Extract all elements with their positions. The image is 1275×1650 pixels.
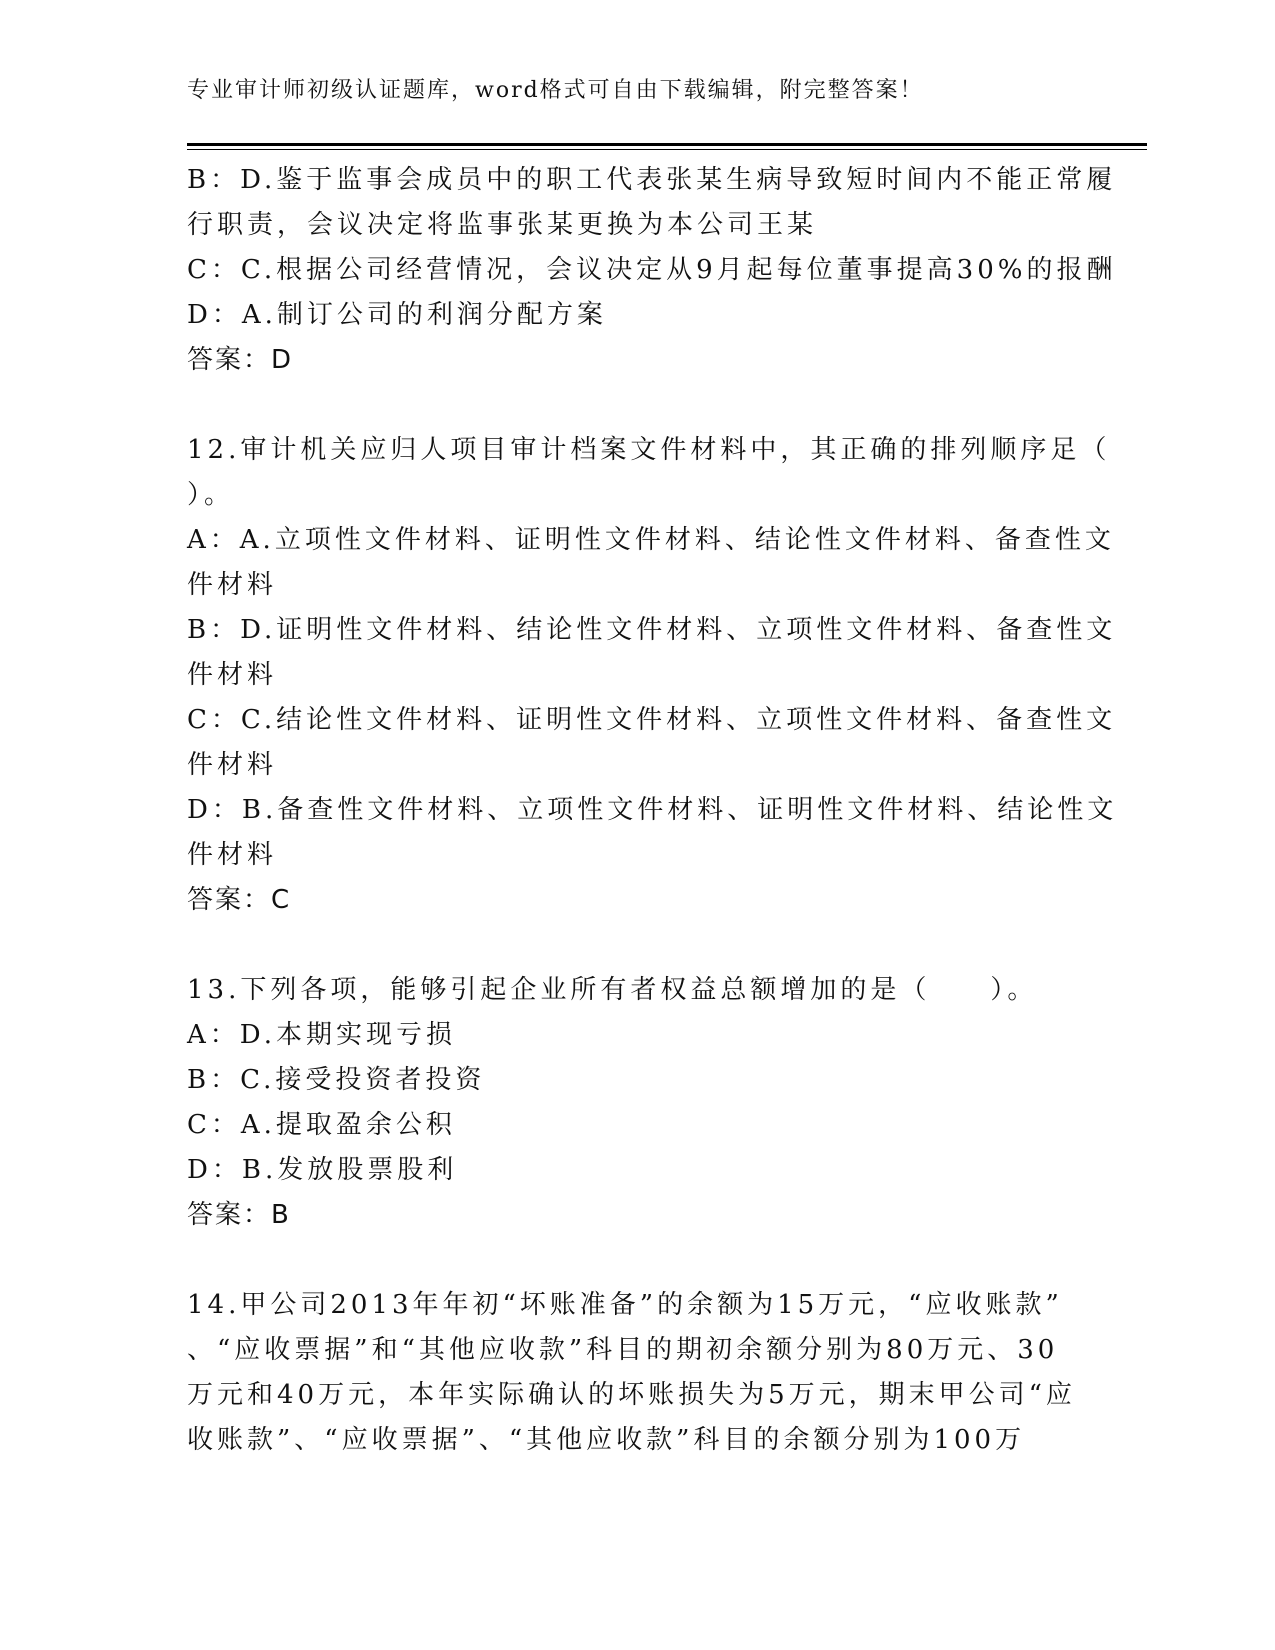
answer-line: 答案：B: [187, 1200, 291, 1230]
question-text-continued: 万元和40万元，本年实际确认的坏账损失为5万元，期末甲公司“应: [187, 1380, 1076, 1410]
question-text: 14.甲公司2013年年初“坏账准备”的余额为15万元，“应收账款”: [187, 1290, 1063, 1320]
question-13-block: [187, 968, 1067, 1238]
option-b: B：D.证明性文件材料、结论性文件材料、立项性文件材料、备查性文: [187, 615, 1117, 645]
question-14-block: [187, 1283, 1076, 1463]
answer-line: 答案：D: [187, 345, 294, 375]
page-header: 专业审计师初级认证题库，word格式可自由下载编辑，附完整答案！: [187, 78, 924, 103]
option-c: C：A.提取盈余公积: [187, 1110, 456, 1140]
question-text: 13.下列各项，能够引起企业所有者权益总额增加的是（ ）。: [187, 975, 1038, 1005]
document-body: [187, 158, 1118, 1463]
option-b: B：D.鉴于监事会成员中的职工代表张某生病导致短时间内不能正常履: [187, 165, 1117, 195]
spacer: [187, 1238, 1067, 1283]
option-d: D：B.发放股票股利: [187, 1155, 458, 1185]
option-c-continued: 件材料: [187, 750, 278, 780]
option-a-continued: 件材料: [187, 570, 278, 600]
question-text-continued: 收账款”、“应收票据”、“其他应收款”科目的余额分别为100万: [187, 1425, 1026, 1455]
option-d-continued: 件材料: [187, 840, 278, 870]
option-d: D：A.制订公司的利润分配方案: [187, 300, 607, 330]
option-c: C：C.结论性文件材料、证明性文件材料、立项性文件材料、备查性文: [187, 705, 1117, 735]
question-text-continued: 、“应收票据”和“其他应收款”科目的期初余额分别为80万元、30: [187, 1335, 1059, 1365]
question-11-block: [187, 158, 1117, 383]
question-text-continued: ）。: [187, 480, 235, 510]
header-rule-thick: [187, 143, 1147, 146]
question-text: 12.审计机关应归人项目审计档案文件材料中，其正确的排列顺序足（: [187, 435, 1111, 465]
option-a: A：A.立项性文件材料、证明性文件材料、结论性文件材料、备查性文: [187, 525, 1115, 555]
header-rule-thin: [187, 149, 1147, 150]
option-d: D：B.备查性文件材料、立项性文件材料、证明性文件材料、结论性文: [187, 795, 1118, 825]
answer-line: 答案：C: [187, 885, 292, 915]
question-12-block: [187, 428, 1118, 923]
option-c: C：C.根据公司经营情况，会议决定从9月起每位董事提高30%的报酬: [187, 255, 1117, 285]
spacer: [187, 383, 1067, 428]
option-b-continued: 件材料: [187, 660, 278, 690]
option-b: B：C.接受投资者投资: [187, 1065, 486, 1095]
spacer: [187, 923, 1067, 968]
option-a: A：D.本期实现亏损: [187, 1020, 456, 1050]
option-b-continued: 行职责，会议决定将监事张某更换为本公司王某: [187, 210, 818, 240]
